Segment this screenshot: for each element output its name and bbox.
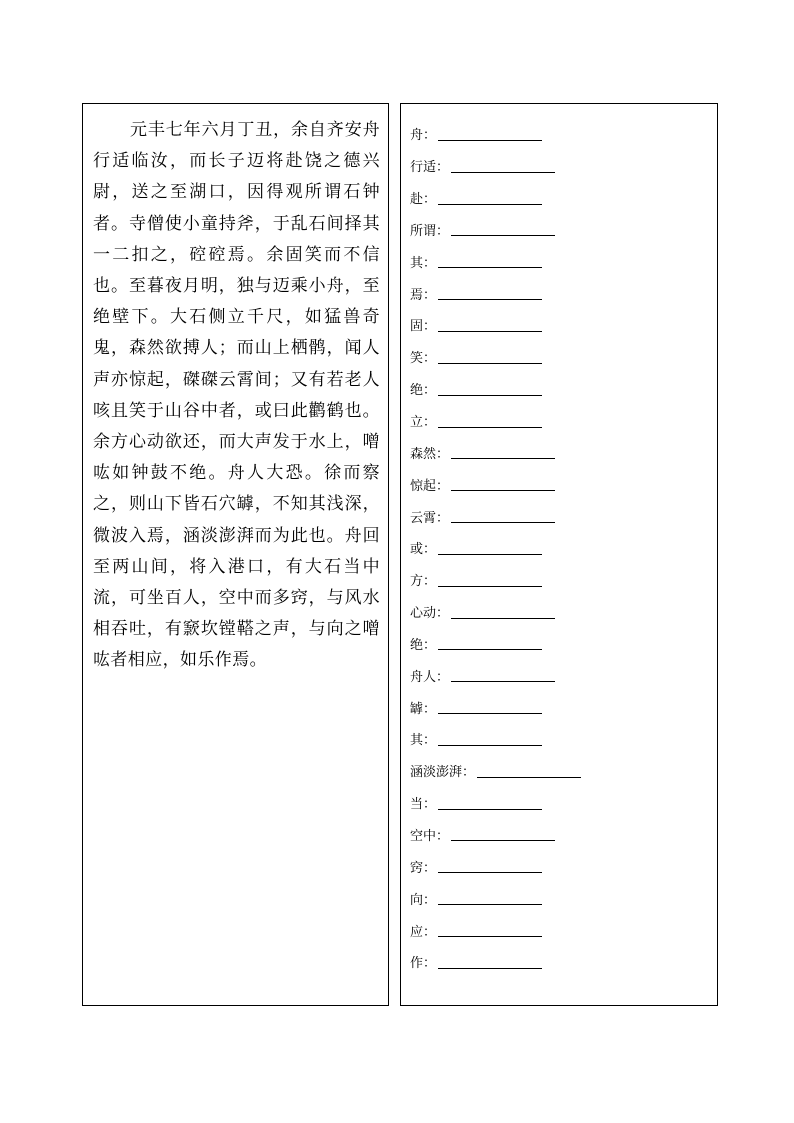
answer-blank[interactable] — [438, 859, 542, 873]
vocab-item — [410, 914, 581, 946]
answer-blank[interactable] — [438, 700, 542, 714]
passage-text: 元丰七年六月丁丑，余自齐安舟行适临汝，而长子迈将赴饶之德兴尉，送之至湖口，因得观所谓石钟者。寺僧使小童持斧，于乱石间择其一二扣之，硿硿焉。余固笑而不信也。至暮夜月明，独与迈乘小舟，至绝壁下。大石侧立千尺，如猛兽奇鬼，森然欲搏人；而山上栖鹘，闻人声亦惊起，磔磔云霄间；又有若老人咳且笑于山谷中者，或曰此鹳鹤也。余方心动欲还，而大声发于水上，噌吰如钟鼓不绝。舟人大恐。徐而察之，则山下皆石穴罅，不知其浅深，微波入焉，涵淡澎湃而为此也。舟回至两山间，将入港口，有大石当中流，可坐百人，空中而多窍，与风水相吞吐，有窾坎镗鞳之声，与向之噌吰者相应，如乐作焉。 — [93, 120, 380, 671]
vocab-item — [410, 405, 581, 437]
vocab-item — [410, 850, 581, 882]
answer-blank[interactable] — [451, 159, 555, 173]
vocab-item — [410, 628, 581, 660]
vocab-item — [410, 691, 581, 723]
vocab-item — [410, 309, 581, 341]
vocab-term: 向： — [410, 892, 437, 908]
vocab-term: 赴： — [410, 192, 437, 208]
answer-blank[interactable] — [451, 668, 555, 682]
answer-blank[interactable] — [438, 923, 542, 937]
answer-blank[interactable] — [438, 955, 542, 969]
vocab-item — [410, 882, 581, 914]
vocab-term: 当： — [410, 797, 437, 813]
vocab-item — [410, 596, 581, 628]
vocab-box — [400, 103, 718, 1006]
vocab-item — [410, 341, 581, 373]
vocab-term: 行适： — [410, 160, 450, 176]
vocab-term: 森然： — [410, 446, 450, 462]
answer-blank[interactable] — [438, 191, 542, 205]
answer-blank[interactable] — [438, 573, 542, 587]
vocab-term: 或： — [410, 542, 437, 558]
answer-blank[interactable] — [451, 477, 555, 491]
vocab-item — [410, 373, 581, 405]
answer-blank[interactable] — [438, 254, 542, 268]
vocab-item — [410, 214, 581, 246]
vocab-item — [410, 787, 581, 819]
vocab-term: 惊起： — [410, 478, 450, 494]
answer-blank[interactable] — [451, 827, 555, 841]
answer-blank[interactable] — [438, 891, 542, 905]
vocab-item — [410, 118, 581, 150]
answer-blank[interactable] — [438, 318, 542, 332]
answer-blank[interactable] — [451, 509, 555, 523]
vocab-term: 所谓： — [410, 223, 450, 239]
vocab-item — [410, 182, 581, 214]
vocab-item — [410, 277, 581, 309]
vocab-term: 其： — [410, 255, 437, 271]
vocab-item — [410, 755, 581, 787]
vocab-item — [410, 500, 581, 532]
vocab-term: 作： — [410, 956, 437, 972]
vocab-term: 其： — [410, 733, 437, 749]
passage-box — [82, 103, 389, 1006]
answer-blank[interactable] — [451, 222, 555, 236]
vocab-item — [410, 245, 581, 277]
vocab-term: 立： — [410, 415, 437, 431]
answer-blank[interactable] — [438, 541, 542, 555]
answer-blank[interactable] — [438, 286, 542, 300]
answer-blank[interactable] — [451, 605, 555, 619]
vocab-item — [410, 819, 581, 851]
vocab-term: 罅： — [410, 701, 437, 717]
vocab-term: 笑： — [410, 351, 437, 367]
vocab-term: 涵淡澎湃： — [410, 765, 476, 781]
answer-blank[interactable] — [438, 350, 542, 364]
answer-blank[interactable] — [438, 127, 542, 141]
vocab-item — [410, 468, 581, 500]
vocab-term: 应： — [410, 924, 437, 940]
vocab-item — [410, 436, 581, 468]
vocab-term: 方： — [410, 574, 437, 590]
vocab-term: 窍： — [410, 860, 437, 876]
answer-blank[interactable] — [438, 636, 542, 650]
vocab-term: 云霄： — [410, 510, 450, 526]
answer-blank[interactable] — [451, 445, 555, 459]
vocab-term: 绝： — [410, 383, 437, 399]
vocab-term: 舟： — [410, 128, 437, 144]
answer-blank[interactable] — [438, 414, 542, 428]
vocab-item — [410, 150, 581, 182]
vocab-list — [410, 118, 581, 978]
vocab-item — [410, 946, 581, 978]
vocab-item — [410, 532, 581, 564]
vocab-item — [410, 723, 581, 755]
answer-blank[interactable] — [438, 796, 542, 810]
vocab-item — [410, 659, 581, 691]
vocab-item — [410, 564, 581, 596]
vocab-term: 固： — [410, 319, 437, 335]
vocab-term: 焉： — [410, 287, 437, 303]
vocab-term: 绝： — [410, 637, 437, 653]
vocab-term: 空中： — [410, 828, 450, 844]
answer-blank[interactable] — [438, 732, 542, 746]
vocab-term: 舟人： — [410, 669, 450, 685]
vocab-term: 心动： — [410, 606, 450, 622]
answer-blank[interactable] — [438, 382, 542, 396]
answer-blank[interactable] — [477, 764, 581, 778]
